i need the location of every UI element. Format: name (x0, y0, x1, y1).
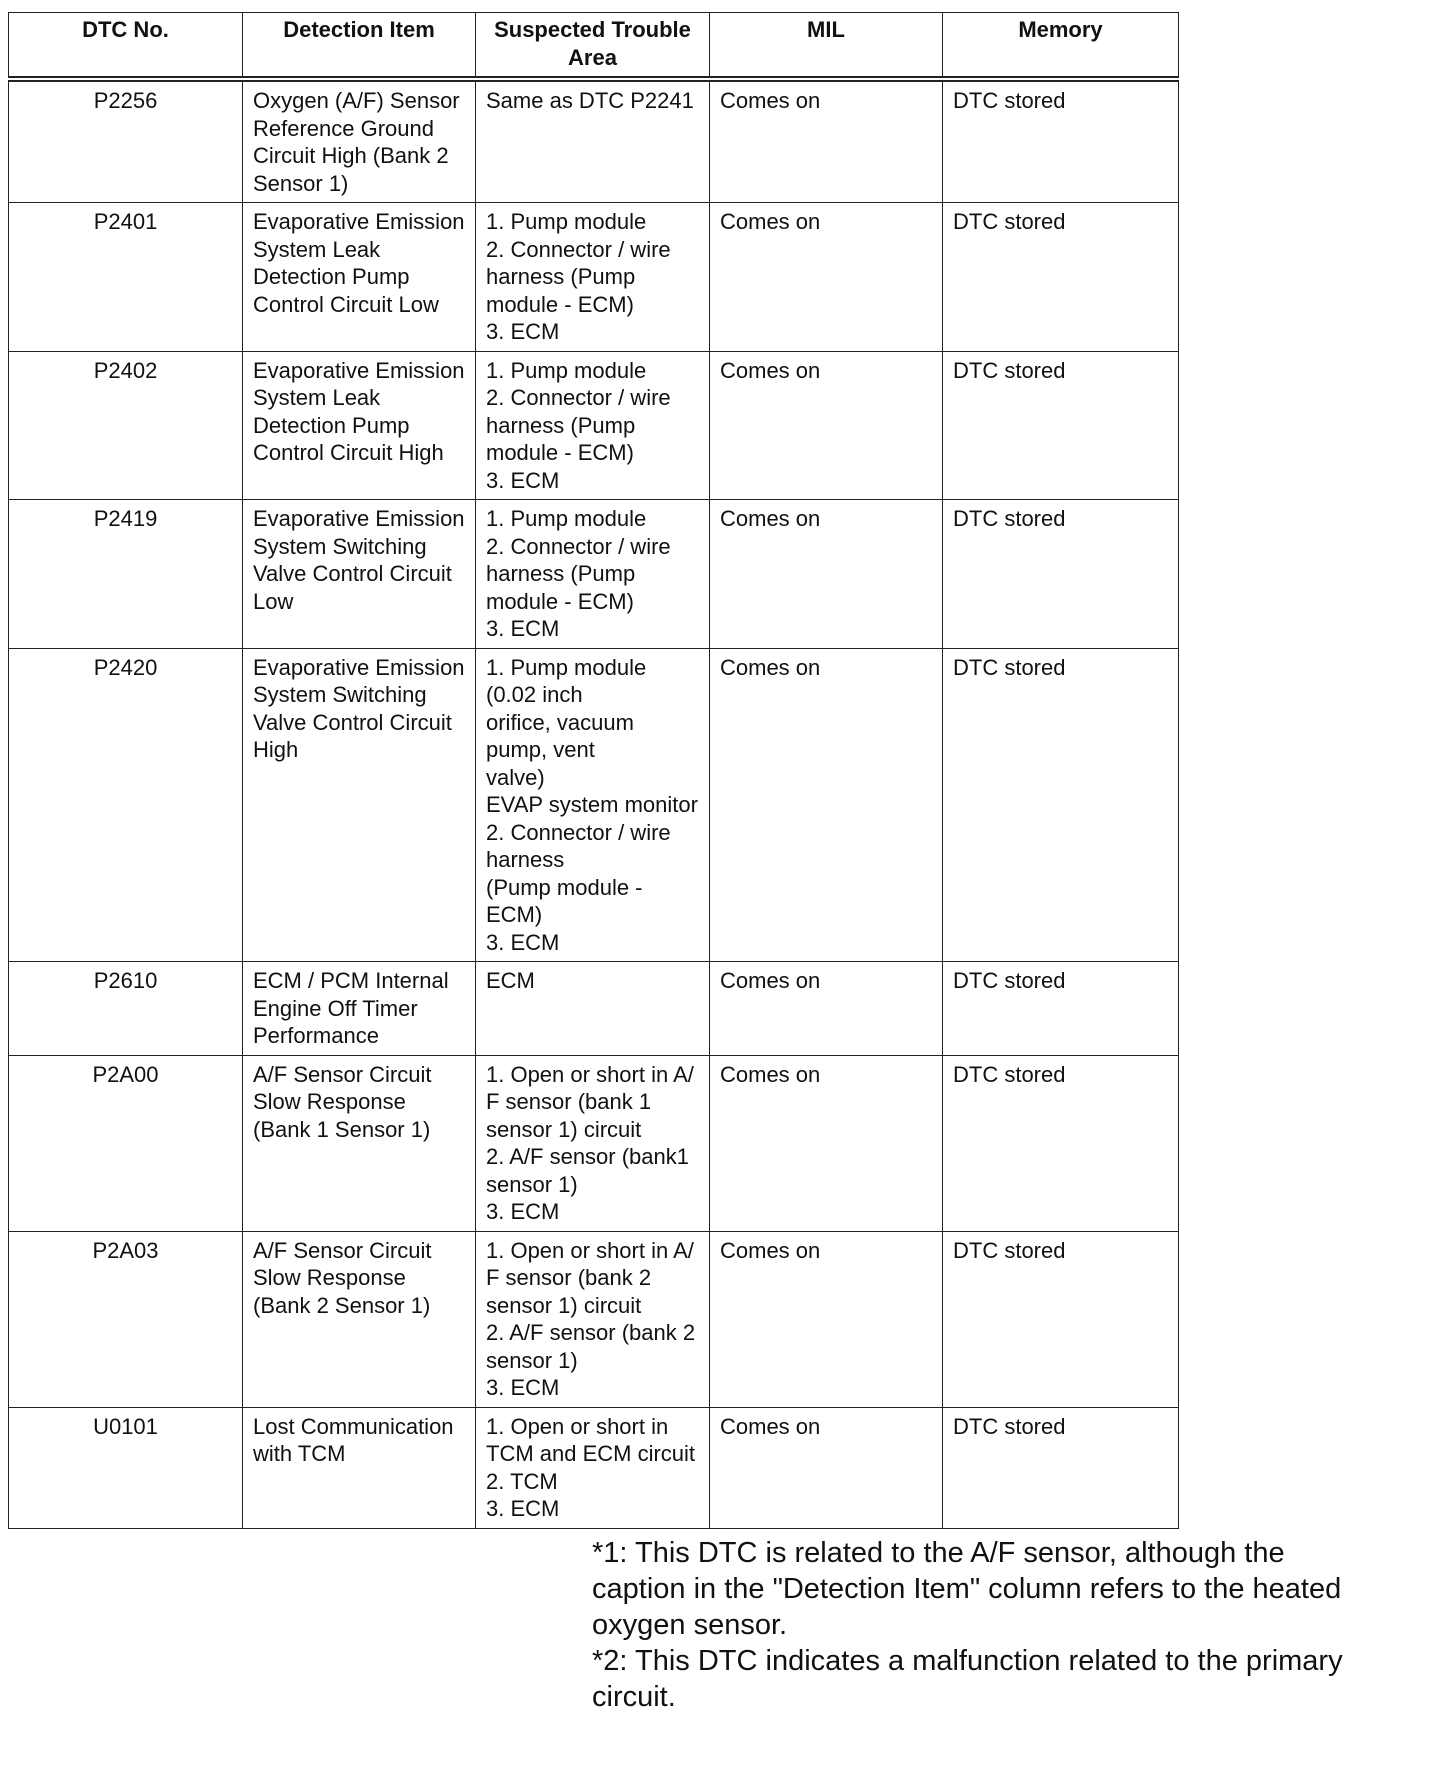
trouble-area-line: (Pump module - (486, 874, 643, 900)
detection-item-line: Valve Control Circuit (253, 709, 452, 735)
dtc-code-cell: P2401 (9, 203, 243, 352)
table-header-row (9, 13, 1179, 80)
header-dtc-no: DTC No. (9, 13, 243, 80)
trouble-area-line: sensor 1) (486, 1171, 578, 1197)
trouble-area-line: F sensor (bank 2 (486, 1265, 652, 1290)
detection-item-cell (243, 351, 476, 500)
detection-item-line: Engine Off Timer (253, 995, 418, 1021)
trouble-area-line: harness (Pump (486, 412, 636, 438)
trouble-area-cell (476, 351, 710, 500)
detection-item-line: Performance (253, 1023, 379, 1048)
trouble-area-line: F sensor (bank 1 (486, 1089, 652, 1114)
dtc-table (8, 12, 1179, 1529)
trouble-area-cell (476, 1231, 710, 1407)
trouble-area-line: harness (Pump (486, 264, 636, 289)
detection-item-line: Evaporative Emission (253, 506, 465, 531)
trouble-area-line: 2. TCM (486, 1468, 558, 1494)
detection-item-line: Oxygen (A/F) Sensor (253, 88, 460, 113)
header-memory: Memory (943, 13, 1179, 80)
detection-item-cell (243, 203, 476, 352)
dtc-code-cell: P2419 (9, 500, 243, 649)
memory-cell: DTC stored (943, 1231, 1179, 1407)
detection-item-line: with TCM (253, 1441, 346, 1466)
footnote-line: *2: This DTC indicates a malfunction related to the primary (592, 1645, 1343, 1677)
detection-item-line: System Leak (253, 236, 381, 262)
trouble-area-line: sensor 1) circuit (486, 1292, 642, 1318)
trouble-area-line: 2. A/F sensor (bank1 (486, 1144, 689, 1169)
detection-item-cell (243, 962, 476, 1056)
trouble-area-line: 3. ECM (486, 1375, 560, 1400)
memory-cell: DTC stored (943, 1055, 1179, 1231)
detection-item-cell (243, 1231, 476, 1407)
mil-cell: Comes on (710, 962, 943, 1056)
trouble-area-line: 3. ECM (486, 467, 560, 493)
footnotes (592, 1535, 1452, 1715)
footnote-line: circuit. (592, 1681, 676, 1713)
dtc-code-cell: P2A00 (9, 1055, 243, 1231)
table-row (9, 648, 1179, 962)
trouble-area-line: module - ECM) (486, 588, 634, 614)
detection-item-cell (243, 648, 476, 962)
footnote-line: caption in the "Detection Item" column refers to the heated (592, 1573, 1342, 1605)
trouble-area-line: harness (Pump (486, 561, 636, 586)
header-mil: MIL (710, 13, 943, 80)
trouble-area-line: 2. Connector / wire (486, 385, 671, 410)
trouble-area-line: 1. Open or short in (486, 1413, 669, 1439)
table-row (9, 1231, 1179, 1407)
trouble-area-line: 1. Pump module (486, 654, 647, 680)
table-row (9, 1407, 1179, 1528)
trouble-area-line: 1. Pump module (486, 506, 647, 531)
trouble-area-line: 3. ECM (486, 319, 560, 344)
memory-cell: DTC stored (943, 500, 1179, 649)
detection-item-line: Lost Communication (253, 1413, 454, 1439)
detection-item-line: System Switching (253, 533, 427, 559)
trouble-area-line: 3. ECM (486, 616, 560, 641)
memory-cell: DTC stored (943, 351, 1179, 500)
trouble-area-line: harness (486, 847, 565, 872)
trouble-area-line: 2. Connector / wire (486, 819, 671, 845)
table-row (9, 351, 1179, 500)
dtc-code-cell: P2256 (9, 79, 243, 203)
trouble-area-cell (476, 962, 710, 1056)
trouble-area-line: module - ECM) (486, 291, 634, 317)
detection-item-line: Reference Ground (253, 115, 434, 141)
trouble-area-line: 3. ECM (486, 1496, 560, 1521)
trouble-area-cell (476, 648, 710, 962)
detection-item-line: Evaporative Emission (253, 209, 465, 234)
memory-cell: DTC stored (943, 203, 1179, 352)
trouble-area-line: TCM and ECM circuit (486, 1441, 696, 1466)
footnote-line: *1: This DTC is related to the A/F sensor, although the (592, 1537, 1285, 1569)
trouble-area-line: sensor 1) (486, 1347, 578, 1373)
detection-item-line: System Switching (253, 682, 427, 707)
trouble-area-line: 1. Pump module (486, 209, 647, 234)
mil-cell: Comes on (710, 648, 943, 962)
detection-item-line: (Bank 2 Sensor 1) (253, 1292, 431, 1318)
trouble-area-line: 2. A/F sensor (bank 2 (486, 1320, 696, 1345)
mil-cell: Comes on (710, 203, 943, 352)
trouble-area-line: ECM (486, 968, 535, 993)
trouble-area-line: 3. ECM (486, 929, 560, 955)
detection-item-line: (Bank 1 Sensor 1) (253, 1116, 431, 1142)
mil-cell: Comes on (710, 1055, 943, 1231)
memory-cell: DTC stored (943, 1407, 1179, 1528)
trouble-area-line: pump, vent (486, 737, 595, 762)
detection-item-line: Detection Pump (253, 264, 410, 289)
detection-item-line: Valve Control Circuit (253, 561, 452, 586)
header-detection-item: Detection Item (243, 13, 476, 80)
trouble-area-line: 1. Pump module (486, 357, 647, 383)
mil-cell: Comes on (710, 351, 943, 500)
detection-item-line: Evaporative Emission (253, 357, 465, 383)
detection-item-line: Circuit High (Bank 2 (253, 143, 449, 168)
detection-item-line: Slow Response (253, 1265, 406, 1290)
detection-item-cell (243, 1055, 476, 1231)
trouble-area-line: 1. Open or short in A/ (486, 1237, 694, 1263)
trouble-area-line: 3. ECM (486, 1199, 560, 1224)
detection-item-line: Evaporative Emission (253, 654, 465, 680)
trouble-area-cell (476, 79, 710, 203)
memory-cell: DTC stored (943, 962, 1179, 1056)
trouble-area-line: 2. Connector / wire (486, 533, 671, 559)
mil-cell: Comes on (710, 1407, 943, 1528)
memory-cell: DTC stored (943, 79, 1179, 203)
trouble-area-line: sensor 1) circuit (486, 1116, 642, 1142)
detection-item-line: Slow Response (253, 1089, 406, 1114)
trouble-area-cell (476, 1055, 710, 1231)
trouble-area-cell (476, 500, 710, 649)
table-row (9, 79, 1179, 203)
trouble-area-line: (0.02 inch (486, 682, 583, 707)
detection-item-cell (243, 500, 476, 649)
mil-cell: Comes on (710, 1231, 943, 1407)
trouble-area-line: ECM) (486, 902, 543, 927)
detection-item-line: High (253, 737, 299, 762)
detection-item-line: Low (253, 588, 294, 614)
table-row (9, 203, 1179, 352)
trouble-area-cell (476, 203, 710, 352)
detection-item-line: Control Circuit Low (253, 291, 439, 317)
table-row (9, 1055, 1179, 1231)
trouble-area-line: Same as DTC P2241 (486, 88, 694, 113)
mil-cell: Comes on (710, 500, 943, 649)
detection-item-cell (243, 1407, 476, 1528)
trouble-area-line: 1. Open or short in A/ (486, 1061, 694, 1087)
footnote-line: oxygen sensor. (592, 1609, 788, 1641)
detection-item-line: System Leak (253, 385, 381, 410)
dtc-code-cell: P2420 (9, 648, 243, 962)
trouble-area-line: valve) (486, 764, 545, 790)
table-body (9, 79, 1179, 1528)
trouble-area-cell (476, 1407, 710, 1528)
trouble-area-line: 2. Connector / wire (486, 236, 671, 262)
trouble-area-line: orifice, vacuum (486, 709, 634, 735)
detection-item-line: A/F Sensor Circuit (253, 1237, 432, 1263)
header-suspected-trouble-area: Suspected Trouble Area (476, 13, 710, 80)
trouble-area-line: EVAP system monitor (486, 792, 698, 817)
dtc-code-cell: P2402 (9, 351, 243, 500)
mil-cell: Comes on (710, 79, 943, 203)
dtc-code-cell: P2A03 (9, 1231, 243, 1407)
detection-item-line: ECM / PCM Internal (253, 968, 449, 993)
detection-item-cell (243, 79, 476, 203)
trouble-area-line: module - ECM) (486, 440, 634, 465)
detection-item-line: Control Circuit High (253, 440, 444, 465)
table-row (9, 500, 1179, 649)
detection-item-line: Detection Pump (253, 412, 410, 438)
table-row (9, 962, 1179, 1056)
detection-item-line: A/F Sensor Circuit (253, 1061, 432, 1087)
memory-cell: DTC stored (943, 648, 1179, 962)
dtc-code-cell: P2610 (9, 962, 243, 1056)
detection-item-line: Sensor 1) (253, 170, 349, 196)
dtc-code-cell: U0101 (9, 1407, 243, 1528)
